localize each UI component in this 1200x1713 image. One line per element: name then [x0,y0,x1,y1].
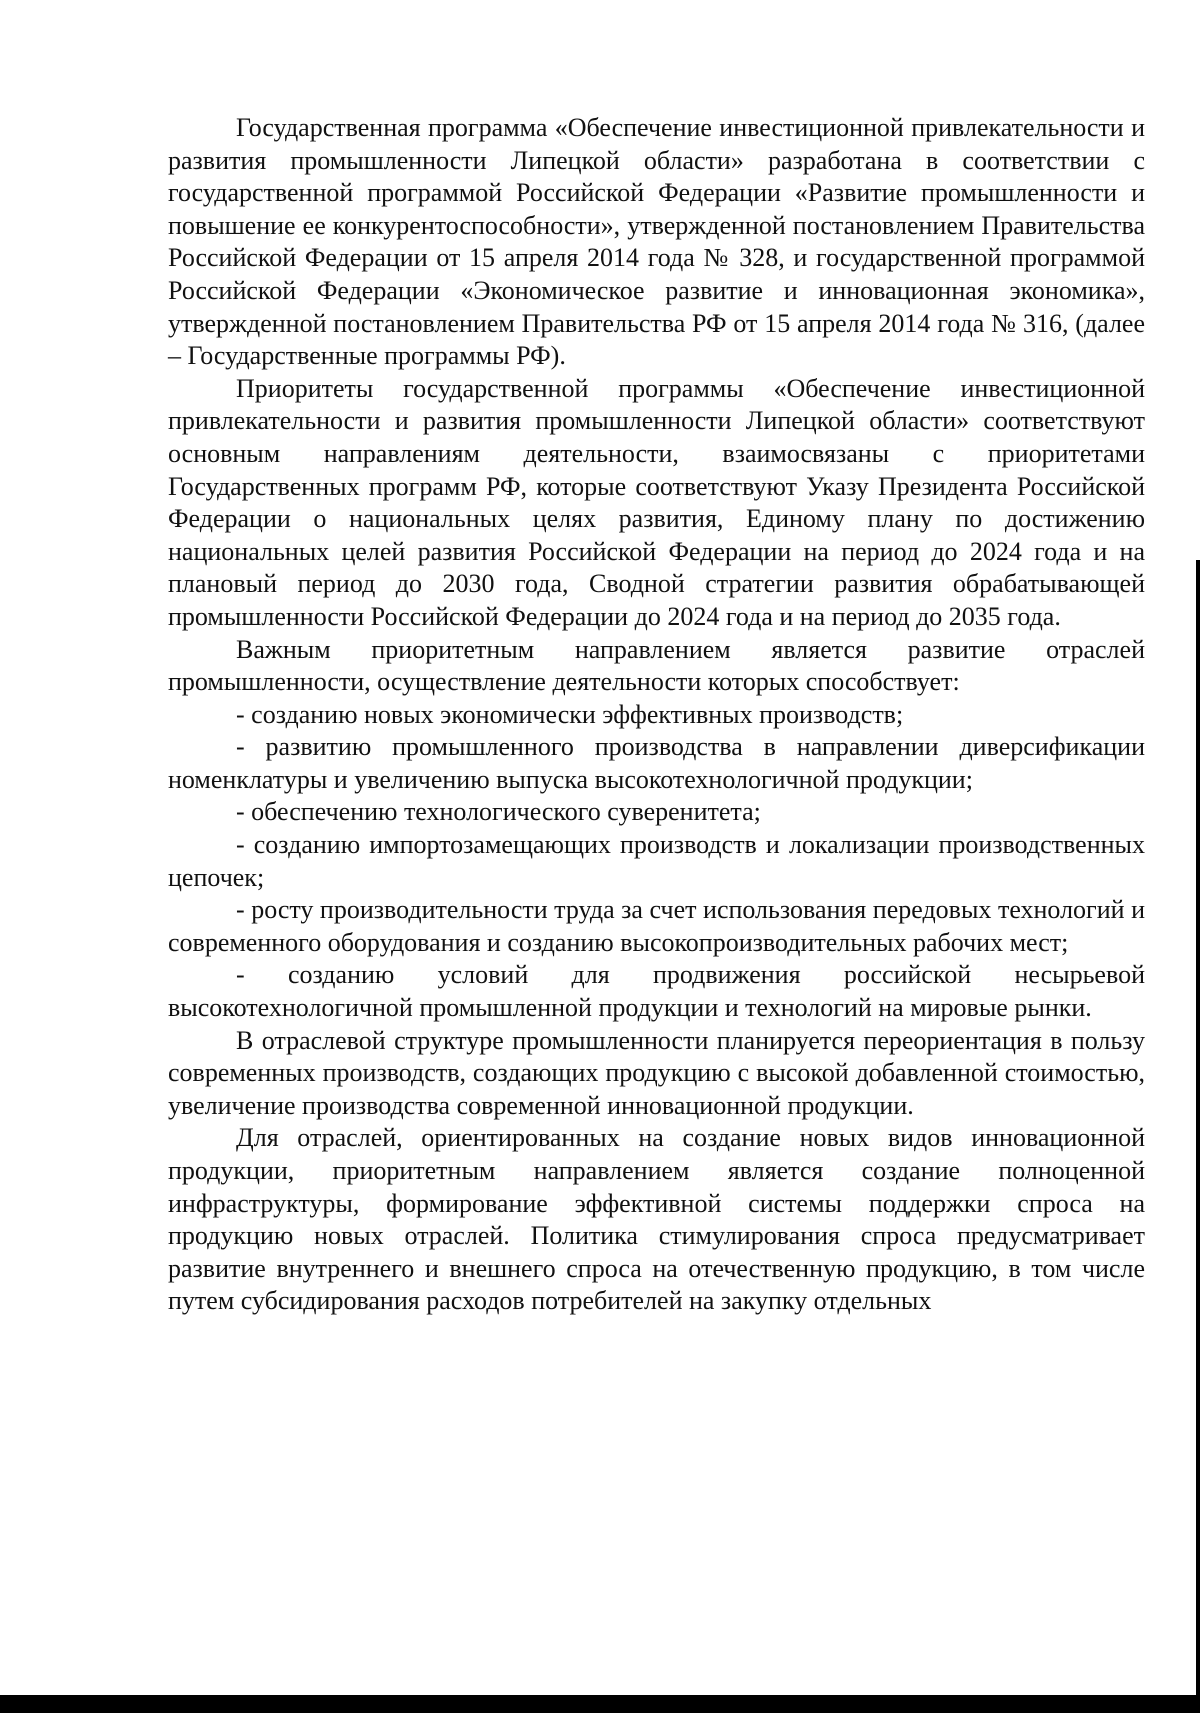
list-item-labor-productivity: - росту производительности труда за счет использования передовых технологий и современного оборудования и созданию высокопроизводительных рабочих мест; [168,895,1145,957]
paragraph-industry-priority-intro: Важным приоритетным направлением является развитие отраслей промышленности, осуществление деятельности которых способствует: [168,634,1145,697]
paragraph-program-priorities: Приоритеты государственной программы «Обеспечение инвестиционной привлекательности и развития промышленности Липецкой области» соответствуют основным направлениям деятельности, взаимосвязаны с приоритетами Государственных программ РФ, которые соответствуют Указу Президента Российской Федерации о национальных целях развития, Единому плану по достижению национальных целей развития Российской Федерации на период до 2024 года и на плановый период до 2030 года, Сводной стратегии развития обрабатывающей промышленности Российской Федерации до 2024 года и на период до 2035 года. [168,373,1145,631]
list-item-technological-sovereignty: - обеспечению технологического суверенитета; [236,797,761,827]
list-item-diversification: - развитию промышленного производства в направлении диверсификации номенклатуры и увеличению выпуска высокотехнологичной продукции; [168,732,1145,794]
scan-edge-right [1196,560,1200,1713]
document-body [168,112,1145,1318]
paragraph-program-basis: Государственная программа «Обеспечение инвестиционной привлекательности и развития промышленности Липецкой области» разработана в соответствии с государственной программой Российской Федерации «Развитие промышленности и повышение ее конкурентоспособности», утвержденной постановлением Правительства Российской Федерации от 15 апреля 2014 года № 328, и государственной программой Российской Федерации «Экономическое развитие и инновационная экономика», утвержденной постановлением Правительства РФ от 15 апреля 2014 года № 316, (далее – Государственные программы РФ). [168,113,1145,371]
list-item-import-substitution: - созданию импортозамещающих производств и локализации производственных цепочек; [168,830,1145,892]
list-item-new-production: - созданию новых экономически эффективных производств; [236,699,904,729]
list-item-export-promotion: - созданию условий для продвижения российской несырьевой высокотехнологичной промышленной продукции и технологий на мировые рынки. [168,960,1145,1023]
paragraph-sector-structure: В отраслевой структуре промышленности планируется переориентация в пользу современных производств, создающих продукцию с высокой добавленной стоимостью, увеличение производства современной инновационной продукции. [168,1025,1145,1120]
scan-edge-bottom [0,1695,1200,1713]
paragraph-innovation-demand: Для отраслей, ориентированных на создание новых видов инновационной продукции, приоритетным направлением является создание полноценной инфраструктуры, формирование эффективной системы поддержки спроса на продукцию новых отраслей. Политика стимулирования спроса предусматривает развитие внутреннего и внешнего спроса на отечественную продукцию, в том числе путем субсидирования расходов потребителей на закупку отдельных [168,1123,1145,1316]
